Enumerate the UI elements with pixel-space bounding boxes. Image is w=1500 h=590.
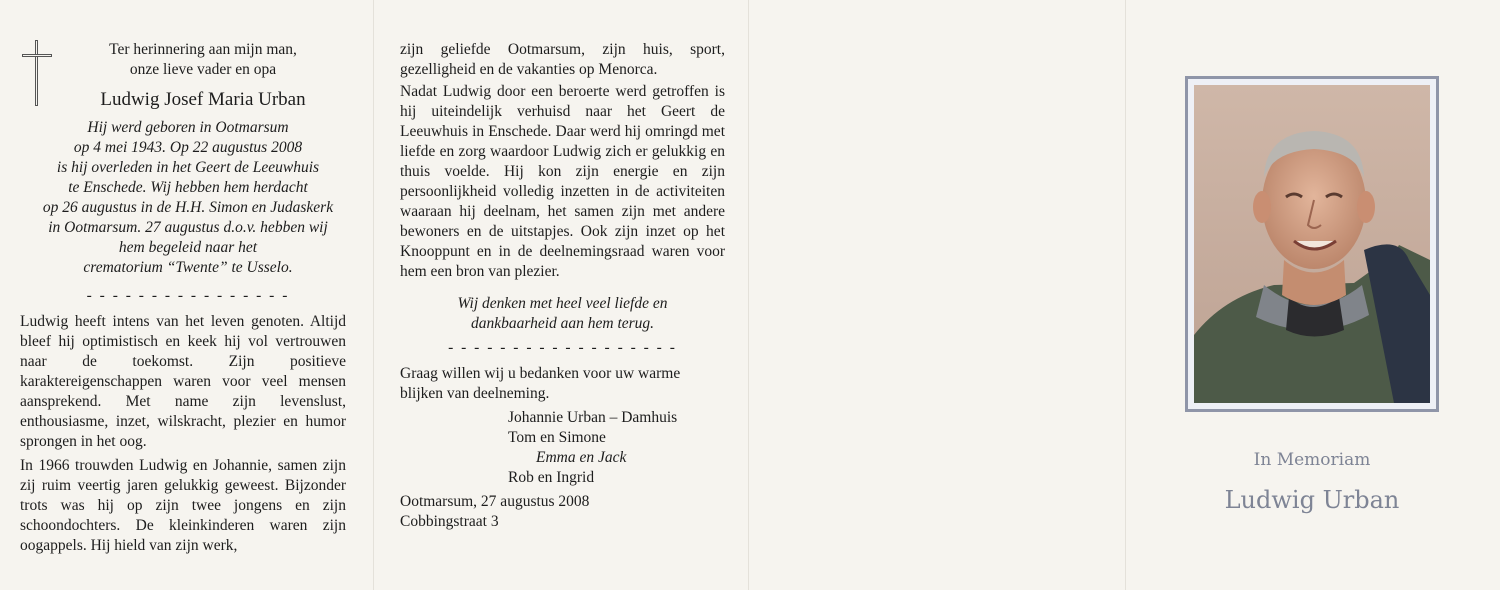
bio-block bbox=[20, 118, 346, 278]
memorial-name: Ludwig Urban bbox=[1224, 486, 1400, 514]
portrait-frame bbox=[1185, 76, 1439, 412]
family-line: Emma en Jack bbox=[536, 449, 627, 466]
dedication-line-1: Ter herinnering aan mijn man, bbox=[109, 41, 297, 58]
quote-line: dankbaarheid aan hem terug. bbox=[470, 315, 655, 332]
paragraph-family: In 1966 trouwden Ludwig en Johannie, samen zijn zij ruim veertig jaren gelukkig geweest. Bijzonder trots was hij op zijn twee jongens en zijn schoondochters. De kleinkinderen waren zijn oogappels. Hij hield van zijn werk, bbox=[20, 457, 346, 554]
bio-line: crematorium “Twente” te Usselo. bbox=[83, 259, 293, 276]
paragraph-care: Nadat Ludwig door een beroerte werd getroffen is hij uiteindelijk verhuisd naar het Geert de Leeuwhuis in Enschede. Daar werd hij omringd met liefde en zorg waardoor Ludwig zich er gelukkig en thuis voelde. Hij kon zijn energie en zijn persoonlijkheid volledig inzetten in de activiteiten waaraan hij deelnam, het samen zijn met andere bewoners en de uitstapjes. Ook zijn inzet op het Knooppunt en in de deelnemingsraad waren voor hem een bron van plezier. bbox=[400, 83, 725, 280]
in-memoriam-title: In Memoriam bbox=[1253, 450, 1371, 470]
dedication-line-2: onze lieve vader en opa bbox=[129, 61, 277, 78]
family-signatures bbox=[400, 408, 725, 488]
divider: - - - - - - - - - - - - - - - - - - bbox=[448, 339, 677, 356]
bio-line: is hij overleden in het Geert de Leeuwhuis bbox=[56, 159, 320, 176]
fold-line-right bbox=[1125, 0, 1126, 590]
paragraph-life: Ludwig heeft intens van het leven genoten. Altijd bleef hij optimistisch en keek hij vol vertrouwen naar de toekomst. Zijn positieve karaktereigenschappen waren voor veel mensen aansprekend. Met name zijn levenslust, enthousiasme, inzet, wilskracht, plezier en humor sprongen in het oog. bbox=[20, 313, 346, 450]
full-name: Ludwig Josef Maria Urban bbox=[100, 89, 306, 110]
left-panel bbox=[20, 40, 346, 560]
family-line: Rob en Ingrid bbox=[508, 469, 595, 486]
family-line: Johannie Urban – Damhuis bbox=[508, 409, 678, 426]
fold-line-left bbox=[373, 0, 374, 590]
portrait-photo bbox=[1194, 85, 1430, 403]
thanks-text: Graag willen wij u bedanken voor uw warme blijken van deelneming. bbox=[400, 365, 681, 402]
fold-line-center bbox=[748, 0, 749, 590]
address: Cobbingstraat 3 bbox=[400, 513, 499, 530]
divider: - - - - - - - - - - - - - - - - bbox=[86, 287, 290, 304]
paragraph-hobbies: zijn geliefde Ootmarsum, zijn huis, sport, gezelligheid en de vakanties op Menorca. bbox=[400, 41, 725, 78]
family-line: Tom en Simone bbox=[508, 429, 606, 446]
bio-line: in Ootmarsum. 27 augustus d.o.v. hebben wij bbox=[48, 219, 328, 236]
middle-panel bbox=[400, 40, 725, 532]
bio-line: op 4 mei 1943. Op 22 augustus 2008 bbox=[73, 139, 303, 156]
bio-line: Hij werd geboren in Ootmarsum bbox=[87, 119, 289, 136]
bio-line: te Enschede. Wij hebben hem herdacht bbox=[68, 179, 308, 196]
bio-line: op 26 augustus in de H.H. Simon en Judaskerk bbox=[42, 199, 334, 216]
quote bbox=[400, 294, 725, 334]
place-date: Ootmarsum, 27 augustus 2008 bbox=[400, 493, 590, 510]
quote-line: Wij denken met heel veel liefde en bbox=[457, 295, 668, 312]
bio-line: hem begeleid naar het bbox=[118, 239, 258, 256]
